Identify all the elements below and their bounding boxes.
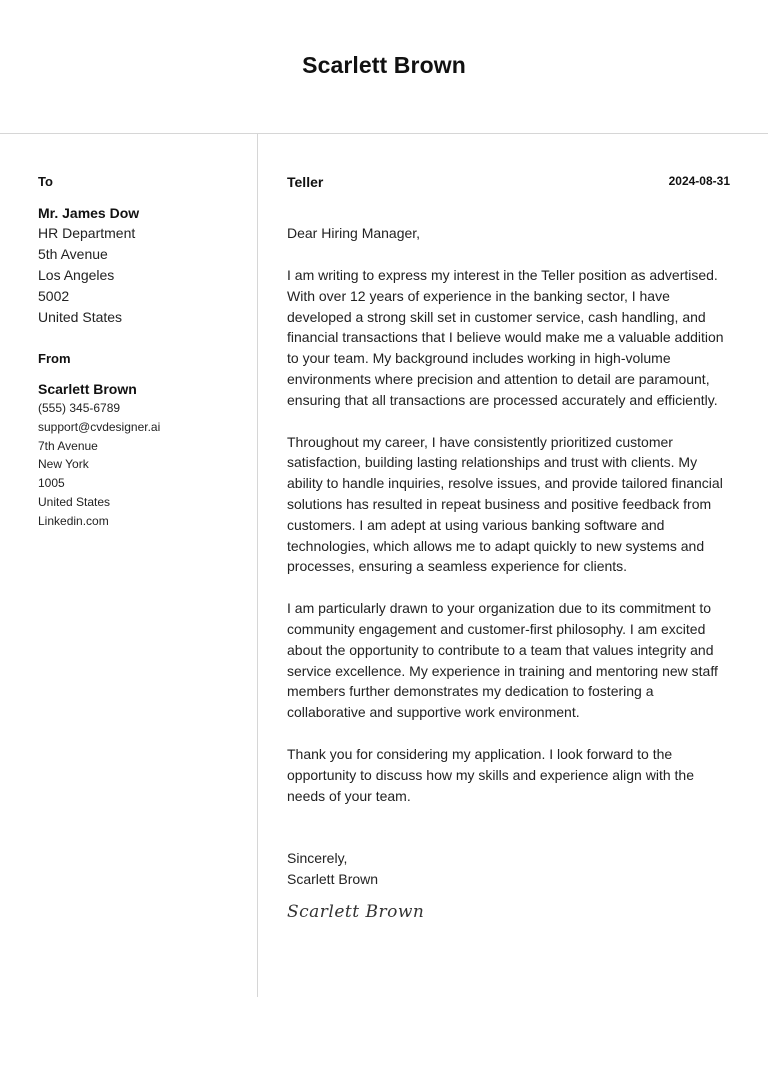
sender-country: United States xyxy=(38,494,111,509)
sender-city: New York xyxy=(38,457,89,472)
sender-street: 7th Avenue xyxy=(38,438,98,453)
letter-date: 2024-08-31 xyxy=(668,174,730,188)
paragraph: Throughout my career, I have consistently prioritized customer satisfaction, building lasting relationships and trust with clients. My ability to handle inquiries, resolve issues, and provide tailored financial solutions has resulted in repeat business and positive feedback from customers. I am adept at using various banking software and technologies, which allows me to adapt quickly to new systems and processes, ensuring a seamless experience for clients. xyxy=(287,433,723,575)
sender-name: Scarlett Brown xyxy=(38,381,137,397)
closing-name: Scarlett Brown xyxy=(287,870,379,887)
sidebar xyxy=(38,173,248,531)
job-title: Teller xyxy=(287,174,324,190)
paragraph: Thank you for considering my application. I look forward to the opportunity to discuss how my skills and experience align with the needs of your team. xyxy=(287,745,694,804)
paragraph: I am writing to express my interest in the Teller position as advertised. With over 12 years of experience in the banking sector, I have developed a strong skill set in customer service, cash handling, and financial transactions that I believe would make me a valuable addition to your team. My background includes working in high-volume environments where precision and attention to detail are paramount, ensuring that all transactions are processed accurately and efficiently. xyxy=(287,267,724,408)
recipient-line: Los Angeles xyxy=(38,267,115,283)
sender-phone: (555) 345-6789 xyxy=(38,401,121,415)
sender-zip: 1005 xyxy=(38,476,65,491)
column-divider xyxy=(257,134,258,997)
closing: Sincerely, xyxy=(287,850,348,867)
recipient-line: 5th Avenue xyxy=(38,246,108,262)
paragraph: I am particularly drawn to your organization due to its commitment to community engagement and customer-first philosophy. I am excited about the opportunity to contribute to a team that values integrity and service excellence. My experience in training and mentoring new staff members further demonstrates my dedication to fostering a collaborative and supportive work environment. xyxy=(287,600,718,721)
signature: Scarlett Brown xyxy=(287,901,425,922)
recipient-line: 5002 xyxy=(38,288,70,304)
salutation: Dear Hiring Manager, xyxy=(287,225,421,241)
recipient-line: United States xyxy=(38,309,123,325)
sender-label: From xyxy=(38,351,71,366)
sender-email: support@cvdesigner.ai xyxy=(38,419,161,434)
recipient-name: Mr. James Dow xyxy=(38,205,140,221)
page-title: Scarlett Brown xyxy=(302,52,466,78)
recipient-line: HR Department xyxy=(38,225,136,241)
letter-body xyxy=(287,173,730,922)
sender-linkedin: Linkedin.com xyxy=(38,513,109,528)
header-divider xyxy=(0,133,768,134)
recipient-label: To xyxy=(38,174,53,189)
